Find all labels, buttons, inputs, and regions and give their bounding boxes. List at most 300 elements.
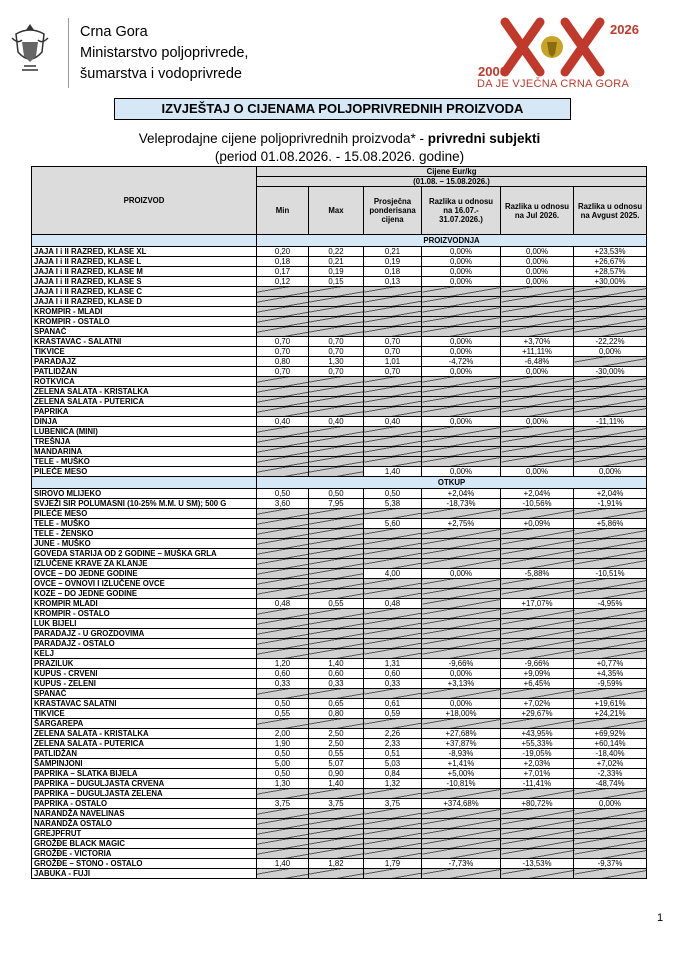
cell-max [309,437,364,447]
cell-diff-prev [422,619,501,629]
cell-max: 1,82 [309,859,364,869]
cell-min [257,317,309,327]
header-diff-aug: Razlika u odnosu na Avgust 2025. [574,187,647,235]
cell-max [309,559,364,569]
cell-diff-jul [501,689,574,699]
product-name: PAPRIKA – SLATKA BIJELA [32,769,257,779]
cell-diff-prev: 0,00% [422,247,501,257]
cell-diff-jul [501,447,574,457]
table-row [32,287,647,297]
cell-min [257,629,309,639]
cell-avg [364,287,422,297]
cell-diff-jul [501,509,574,519]
product-name: LUBENICA (MINI) [32,427,257,437]
cell-diff-jul [501,377,574,387]
product-name: PAPRIKA - OSTALO [32,799,257,809]
cell-max [309,447,364,457]
cell-diff-jul [501,649,574,659]
cell-avg [364,539,422,549]
cell-diff-jul: 0,00% [501,467,574,477]
table-row [32,819,647,829]
product-name: ZELENA SALATA - KRISTALKA [32,729,257,739]
cell-diff-jul [501,317,574,327]
table-row [32,569,647,579]
header-product: PROIZVOD [32,167,257,235]
subtitle-regular: Veleprodajne cijene poljoprivrednih proizvoda* - [138,131,428,146]
product-name: JAJA I i II RAZRED, KLASE S [32,277,257,287]
product-name: KOZE – DO JEDNE GODINE [32,589,257,599]
cell-diff-jul: 0,00% [501,417,574,427]
table-row [32,669,647,679]
header-price-group: Cijene Eur/kg [257,167,647,177]
cell-diff-jul: -5,88% [501,569,574,579]
product-name: PAPRIKA [32,407,257,417]
cell-diff-aug: -9,37% [574,859,647,869]
table-row [32,407,647,417]
cell-diff-prev: +2,75% [422,519,501,529]
cell-avg [364,317,422,327]
cell-min: 3,60 [257,499,309,509]
section-title: PROIZVODNJA [257,235,647,247]
cell-max [309,869,364,879]
cell-max: 0,22 [309,247,364,257]
cell-min: 0,55 [257,709,309,719]
cell-diff-jul: -6,48% [501,357,574,367]
product-name: MANDARINA [32,447,257,457]
cell-max [309,297,364,307]
cell-diff-prev [422,377,501,387]
cell-diff-aug: +26,67% [574,257,647,267]
cell-max [309,407,364,417]
table-row [32,539,647,549]
cell-diff-jul: +55,33% [501,739,574,749]
cell-diff-prev: 0,00% [422,699,501,709]
cell-diff-aug: +60,14% [574,739,647,749]
cell-avg: 0,21 [364,247,422,257]
cell-diff-prev [422,407,501,417]
product-name: TELE - MUŠKO [32,457,257,467]
product-name: PILEĆE MESO [32,467,257,477]
cell-diff-jul: -11,41% [501,779,574,789]
cell-avg [364,629,422,639]
cell-diff-prev [422,869,501,879]
cell-avg [364,829,422,839]
header-diff-jul: Razlika u odnosu na Jul 2026. [501,187,574,235]
table-row [32,277,647,287]
cell-max [309,809,364,819]
table-row [32,719,647,729]
cell-diff-jul: -13,53% [501,859,574,869]
product-name: ZELENA SALATA - PUTERICA [32,397,257,407]
cell-diff-aug [574,307,647,317]
cell-avg [364,639,422,649]
cell-diff-prev [422,809,501,819]
cell-max: 0,60 [309,669,364,679]
table-row [32,779,647,789]
cell-avg [364,839,422,849]
cell-diff-aug [574,829,647,839]
cell-avg: 0,33 [364,679,422,689]
product-name: JAJA I i II RAZRED, KLASE L [32,257,257,267]
cell-max: 5,07 [309,759,364,769]
product-name: PILEĆE MESO [32,509,257,519]
cell-avg: 0,70 [364,337,422,347]
product-name: NARANDŽA NAVELINAS [32,809,257,819]
table-row [32,297,647,307]
cell-avg: 2,26 [364,729,422,739]
cell-avg: 1,01 [364,357,422,367]
cell-max: 2,50 [309,739,364,749]
cell-diff-aug [574,457,647,467]
cell-diff-aug [574,649,647,659]
cell-diff-jul: +17,07% [501,599,574,609]
cell-max: 0,50 [309,489,364,499]
cell-diff-prev [422,849,501,859]
cell-diff-jul [501,639,574,649]
cell-diff-prev [422,599,501,609]
cell-avg [364,407,422,417]
cell-min: 0,70 [257,337,309,347]
cell-min: 0,12 [257,277,309,287]
product-name: PATLIDŽAN [32,367,257,377]
table-row [32,337,647,347]
cell-avg [364,619,422,629]
cell-avg [364,297,422,307]
cell-avg [364,849,422,859]
cell-diff-prev [422,609,501,619]
cell-min [257,437,309,447]
cell-diff-prev: +27,68% [422,729,501,739]
product-name: LUK BIJELI [32,619,257,629]
cell-diff-prev [422,457,501,467]
product-name: IZLUČENE KRAVE ZA KLANJE [32,559,257,569]
cell-min [257,689,309,699]
product-name: PAPRIKA – DUGULJASTA CRVENA [32,779,257,789]
header-diff-prev: Razlika u odnosu na 16.07.- 31.07.2026.) [422,187,501,235]
table-row [32,417,647,427]
cell-avg [364,789,422,799]
cell-diff-prev [422,559,501,569]
logo-year-top: 2026 [610,22,639,37]
cell-avg [364,649,422,659]
cell-diff-jul: +7,01% [501,769,574,779]
cell-min [257,619,309,629]
logo-motto: DA JE VJEČNA CRNA GORA [477,78,630,90]
cell-min [257,549,309,559]
table-row [32,427,647,437]
product-name: TREŠNJA [32,437,257,447]
table-row [32,317,647,327]
cell-diff-aug [574,447,647,457]
cell-min [257,397,309,407]
cell-diff-prev [422,447,501,457]
product-name: TELE - ŽENSKO [32,529,257,539]
cell-min [257,287,309,297]
table-row [32,357,647,367]
table-row [32,457,647,467]
cell-avg: 4,00 [364,569,422,579]
cell-avg: 0,51 [364,749,422,759]
product-name: OVCE – OVNOVI I IZLUČENE OVCE [32,579,257,589]
cell-diff-jul: +2,04% [501,489,574,499]
product-name: KROMPIR - OSTALO [32,317,257,327]
table-row [32,679,647,689]
cell-diff-jul [501,457,574,467]
table-row [32,649,647,659]
cell-diff-prev [422,437,501,447]
cell-max: 0,55 [309,749,364,759]
table-row [32,589,647,599]
cell-diff-jul [501,629,574,639]
cell-max: 0,80 [309,709,364,719]
product-name: GROŽĐE - VICTORIA [32,849,257,859]
cell-max: 0,21 [309,257,364,267]
cell-diff-aug [574,387,647,397]
cell-min [257,579,309,589]
section-row [32,235,647,247]
product-name: ZELENA SALATA - PUTERICA [32,739,257,749]
cell-diff-aug: -9,59% [574,679,647,689]
cell-diff-prev: 0,00% [422,467,501,477]
cell-diff-prev [422,317,501,327]
cell-avg [364,387,422,397]
cell-diff-prev: 0,00% [422,277,501,287]
cell-diff-aug [574,619,647,629]
header-divider [68,18,69,88]
cell-max: 1,40 [309,659,364,669]
cell-diff-prev: 0,00% [422,267,501,277]
cell-max [309,609,364,619]
product-name: KROMPIR - OSTALO [32,609,257,619]
cell-max: 0,65 [309,699,364,709]
cell-min: 1,20 [257,659,309,669]
cell-diff-aug [574,639,647,649]
cell-diff-prev [422,509,501,519]
cell-diff-jul [501,849,574,859]
cell-diff-prev: 0,00% [422,257,501,267]
cell-diff-aug: +30,00% [574,277,647,287]
cell-max [309,839,364,849]
cell-min: 0,40 [257,417,309,427]
cell-diff-jul [501,397,574,407]
table-row [32,799,647,809]
document-header [0,0,679,95]
table-row [32,467,647,477]
cell-min: 1,90 [257,739,309,749]
cell-diff-jul [501,387,574,397]
cell-diff-jul [501,869,574,879]
product-name: PAPRIKA – DUGULJASTA ZELENA [32,789,257,799]
cell-diff-aug [574,539,647,549]
cell-diff-prev: -18,73% [422,499,501,509]
cell-min: 0,70 [257,347,309,357]
cell-diff-aug [574,609,647,619]
coat-of-arms-icon [10,22,50,74]
table-row [32,699,647,709]
cell-avg: 0,13 [364,277,422,287]
table-row [32,247,647,257]
cell-avg: 1,40 [364,467,422,477]
subtitle-line-1 [0,131,679,146]
product-name: GREJPFRUT [32,829,257,839]
product-name: GROŽĐE BLACK MAGIC [32,839,257,849]
cell-min [257,849,309,859]
cell-diff-aug [574,509,647,519]
cell-min [257,529,309,539]
cell-min: 0,70 [257,367,309,377]
table-row [32,397,647,407]
cell-diff-prev [422,629,501,639]
cell-max [309,639,364,649]
cell-diff-aug: +23,53% [574,247,647,257]
table-row [32,849,647,859]
cell-diff-aug [574,327,647,337]
org-line-1: Crna Gora [80,24,148,40]
cell-max: 0,70 [309,347,364,357]
cell-diff-aug: +5,86% [574,519,647,529]
cell-diff-prev: +3,13% [422,679,501,689]
cell-avg [364,579,422,589]
header-max: Max [309,187,364,235]
cell-diff-aug [574,869,647,879]
cell-max [309,829,364,839]
cell-diff-prev: 0,00% [422,347,501,357]
cell-avg: 1,79 [364,859,422,869]
cell-diff-prev: 0,00% [422,367,501,377]
cell-min: 0,33 [257,679,309,689]
cell-avg: 0,59 [364,709,422,719]
cell-avg: 5,38 [364,499,422,509]
cell-max: 0,55 [309,599,364,609]
cell-max [309,689,364,699]
cell-min [257,447,309,457]
product-name: JAJA I i II RAZRED, KLASE D [32,297,257,307]
cell-diff-prev: 0,00% [422,669,501,679]
table-row [32,509,647,519]
cell-diff-prev [422,819,501,829]
section-title: OTKUP [257,477,647,489]
cell-avg [364,397,422,407]
cell-max: 1,30 [309,357,364,367]
cell-avg [364,457,422,467]
cell-diff-jul: +6,45% [501,679,574,689]
cell-diff-jul [501,589,574,599]
product-name: ROTKVICA [32,377,257,387]
cell-avg [364,809,422,819]
cell-max [309,397,364,407]
cell-diff-prev: +2,04% [422,489,501,499]
org-line-2: Ministarstvo poljoprivrede, [80,45,249,61]
product-name: ŠAMPINJONI [32,759,257,769]
cell-avg: 0,60 [364,669,422,679]
table-row [32,347,647,357]
cell-diff-jul: +80,72% [501,799,574,809]
cell-diff-prev: -10,81% [422,779,501,789]
cell-max [309,327,364,337]
cell-avg: 0,19 [364,257,422,267]
cell-diff-prev: -8,93% [422,749,501,759]
cell-diff-aug [574,529,647,539]
cell-max [309,579,364,589]
cell-min [257,427,309,437]
cell-diff-jul [501,789,574,799]
table-row [32,307,647,317]
table-row [32,387,647,397]
cell-min [257,609,309,619]
cell-diff-jul [501,287,574,297]
product-name: SPANAĆ [32,327,257,337]
cell-diff-prev [422,427,501,437]
cell-max [309,619,364,629]
cell-diff-aug: 0,00% [574,799,647,809]
product-name: SPANAĆ [32,689,257,699]
cell-diff-jul: 0,00% [501,247,574,257]
cell-min: 5,00 [257,759,309,769]
cell-diff-jul [501,719,574,729]
cell-avg: 0,70 [364,347,422,357]
cell-diff-jul: -10,56% [501,499,574,509]
table-row [32,327,647,337]
cell-min: 0,17 [257,267,309,277]
cell-avg: 0,84 [364,769,422,779]
product-name: GOVEDA STARIJA OD 2 GODINE – MUŠKA GRLA [32,549,257,559]
cell-max: 0,70 [309,367,364,377]
product-name: JABUKA - FUJI [32,869,257,879]
page-number: 1 [657,912,664,924]
cell-diff-prev [422,589,501,599]
cell-max: 2,50 [309,729,364,739]
cell-diff-aug [574,549,647,559]
cell-diff-jul [501,819,574,829]
cell-min [257,869,309,879]
cell-diff-jul [501,407,574,417]
cell-diff-prev [422,287,501,297]
cell-diff-aug [574,377,647,387]
cell-diff-prev [422,579,501,589]
cell-diff-jul: -9,66% [501,659,574,669]
product-name: JUNE - MUŠKO [32,539,257,549]
subtitle-bold: privredni subjekti [427,131,541,146]
product-name: OVCE – DO JEDNE GODINE [32,569,257,579]
cell-avg [364,509,422,519]
cell-diff-aug: -11,11% [574,417,647,427]
product-name: PARADAJZ - OSTALO [32,639,257,649]
cell-min: 0,50 [257,489,309,499]
cell-avg: 0,70 [364,367,422,377]
cell-diff-prev: 0,00% [422,569,501,579]
cell-diff-jul: +43,95% [501,729,574,739]
product-name: PARADAJZ [32,357,257,367]
cell-min [257,457,309,467]
cell-avg: 1,31 [364,659,422,669]
cell-diff-prev: -4,72% [422,357,501,367]
table-row [32,839,647,849]
cell-diff-aug: -10,51% [574,569,647,579]
header-avg: Prosječna ponderisana cijena [364,187,422,235]
org-line-3: šumarstva i vodoprivrede [80,66,242,82]
table-row [32,447,647,457]
cell-diff-jul: 0,00% [501,277,574,287]
cell-diff-aug [574,579,647,589]
cell-diff-aug [574,297,647,307]
cell-diff-aug: +28,57% [574,267,647,277]
cell-max [309,819,364,829]
cell-diff-aug [574,689,647,699]
cell-diff-aug: -2,33% [574,769,647,779]
cell-min [257,839,309,849]
cell-diff-jul [501,579,574,589]
cell-min [257,639,309,649]
